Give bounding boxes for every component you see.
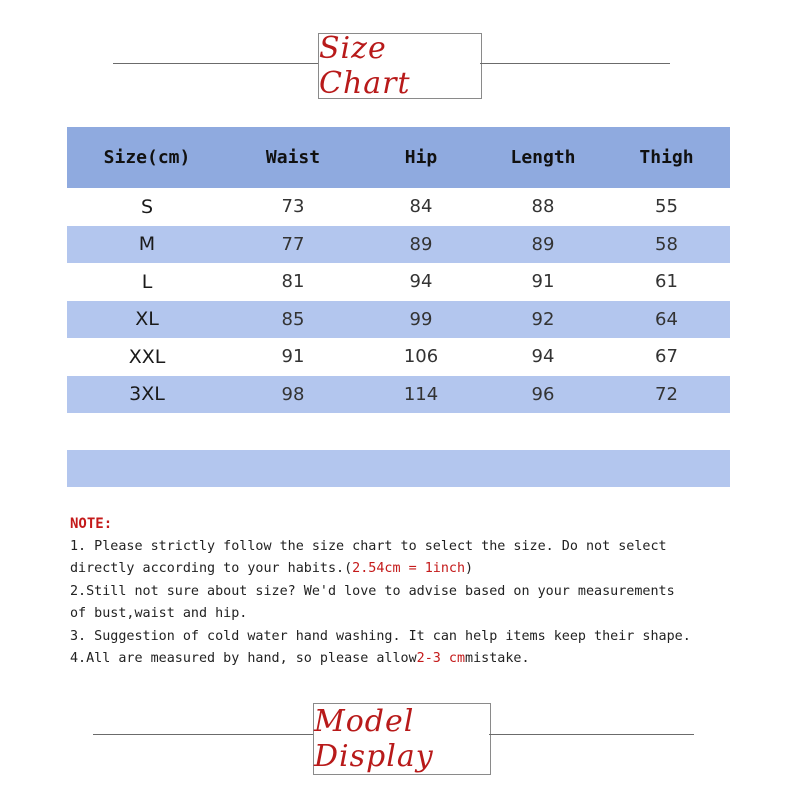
note-1-conversion: 2.54cm = 1inch bbox=[352, 561, 466, 576]
note-4-tolerance: 2-3 cm bbox=[416, 651, 466, 666]
thigh-value: 58 bbox=[655, 233, 678, 255]
model-display-banner bbox=[0, 703, 800, 773]
thigh-value: 55 bbox=[655, 196, 678, 218]
waist-value: 81 bbox=[281, 271, 305, 293]
banner-right-rule bbox=[489, 734, 694, 735]
thigh-value: 61 bbox=[655, 271, 678, 293]
model-display-title: Model Display bbox=[314, 704, 434, 774]
table-row bbox=[67, 263, 730, 301]
note-3: 3. Suggestion of cold water hand washing. It can help items keep their shape. bbox=[70, 628, 691, 644]
length-value: 91 bbox=[531, 271, 555, 293]
size-label: XL bbox=[135, 308, 159, 331]
size-label: 3XL bbox=[129, 383, 165, 406]
waist-value: 98 bbox=[281, 383, 305, 405]
size-label: S bbox=[140, 195, 154, 218]
length-value: 89 bbox=[531, 233, 555, 255]
size-chart-title: Size Chart bbox=[319, 31, 411, 101]
note-1-line-2 bbox=[70, 558, 750, 581]
hip-value: 84 bbox=[409, 196, 433, 218]
table-row bbox=[67, 226, 730, 264]
length-value: 94 bbox=[531, 346, 555, 368]
header-thigh: Thigh bbox=[639, 147, 694, 168]
note-1-close: ) bbox=[465, 561, 474, 576]
thigh-value: 72 bbox=[655, 383, 678, 405]
table-row bbox=[67, 338, 730, 376]
header-size: Size(cm) bbox=[103, 147, 191, 168]
note-2-line-1: 2.Still not sure about size? We'd love to advise based on your measurements bbox=[70, 583, 675, 599]
hip-value: 99 bbox=[409, 308, 433, 330]
length-value: 92 bbox=[531, 308, 555, 330]
note-4-text: 4.All are measured by hand, so please allow bbox=[70, 651, 417, 666]
note-2-line-2: of bust,waist and hip. bbox=[70, 606, 248, 621]
size-label: M bbox=[138, 233, 156, 256]
header-waist: Waist bbox=[265, 147, 321, 168]
waist-value: 91 bbox=[281, 346, 305, 368]
banner-left-rule bbox=[113, 63, 318, 64]
size-table bbox=[67, 127, 730, 413]
thigh-value: 64 bbox=[655, 308, 678, 330]
note-1-line-1: 1. Please strictly follow the size chart to select the size. Do not select bbox=[70, 538, 667, 554]
size-chart-title-box bbox=[318, 33, 482, 99]
model-display-title-box bbox=[313, 703, 491, 775]
length-value: 88 bbox=[531, 196, 555, 218]
empty-table-band bbox=[67, 450, 730, 487]
header-hip: Hip bbox=[404, 147, 438, 168]
length-value: 96 bbox=[531, 383, 555, 405]
table-row bbox=[67, 376, 730, 414]
table-row bbox=[67, 301, 730, 339]
note-4 bbox=[70, 648, 750, 671]
note-4-end: mistake. bbox=[465, 651, 530, 666]
size-chart-banner bbox=[0, 31, 800, 101]
hip-value: 114 bbox=[403, 383, 439, 405]
banner-right-rule bbox=[480, 63, 670, 64]
waist-value: 73 bbox=[281, 196, 305, 218]
table-row bbox=[67, 188, 730, 226]
note-1-text: directly according to your habits.( bbox=[70, 561, 353, 576]
hip-value: 106 bbox=[403, 346, 439, 368]
thigh-value: 67 bbox=[655, 346, 678, 368]
notes-section bbox=[70, 513, 750, 671]
notes-title: NOTE: bbox=[70, 516, 113, 532]
waist-value: 77 bbox=[281, 233, 305, 255]
header-length: Length bbox=[510, 147, 576, 168]
hip-value: 94 bbox=[409, 271, 433, 293]
size-label: XXL bbox=[128, 345, 166, 368]
banner-left-rule bbox=[93, 734, 313, 735]
hip-value: 89 bbox=[409, 233, 433, 255]
size-label: L bbox=[141, 270, 153, 293]
table-header-row bbox=[67, 127, 730, 188]
waist-value: 85 bbox=[281, 308, 305, 330]
